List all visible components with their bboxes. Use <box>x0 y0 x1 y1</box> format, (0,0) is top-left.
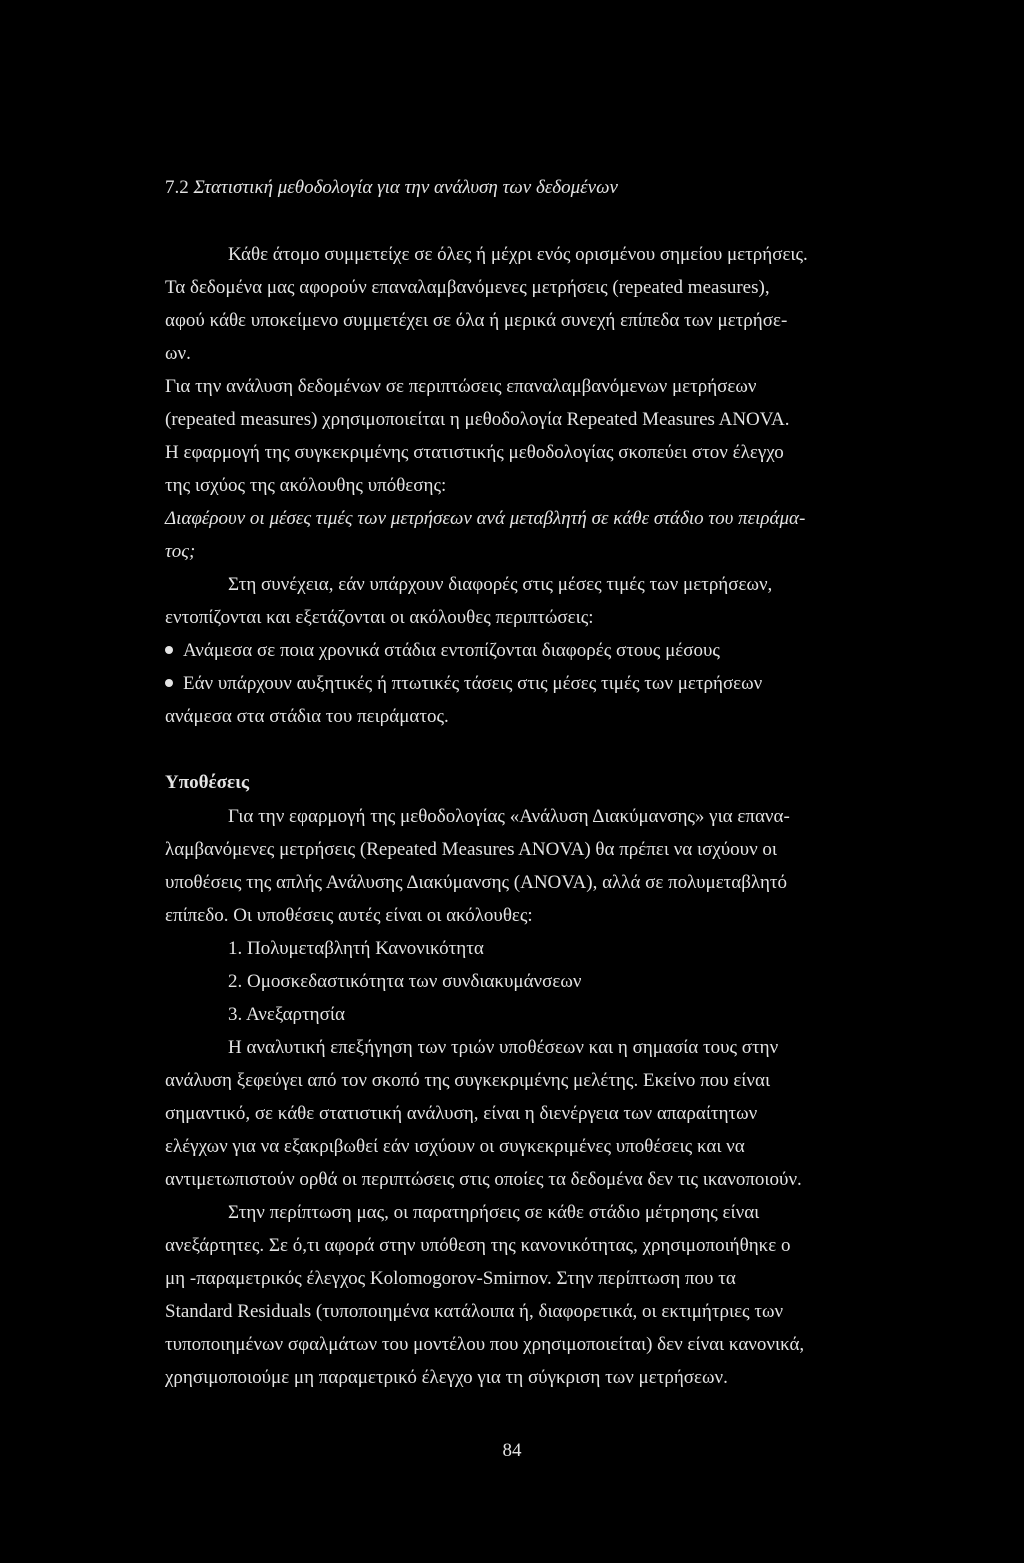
section-title: Στατιστική μεθοδολογία για την ανάλυση των δεδομένων <box>193 177 618 198</box>
text-line: ανάλυση ξεφεύγει από τον σκοπό της συγκεκριμένης μελέτης. Εκείνο που είναι <box>165 1070 771 1091</box>
subheading-text: Υποθέσεις <box>165 772 250 793</box>
text-line: εντοπίζονται και εξετάζονται οι ακόλουθες περιπτώσεις: <box>165 607 594 628</box>
text-line: ελέγχων για να εξακριβωθεί εάν ισχύουν οι συγκεκριμένες υποθέσεις και να <box>165 1136 745 1157</box>
list-item <box>165 673 762 695</box>
text-line: ων. <box>165 343 191 364</box>
text-line: μη -παραμετρικός έλεγχος Kolomogorov-Smirnov. Στην περίπτωση που τα <box>165 1268 736 1289</box>
section-number: 7.2 <box>165 177 189 198</box>
text-line: Η αναλυτική επεξήγηση των τριών υποθέσεων και η σημασία τους στην <box>228 1037 779 1058</box>
bullet-icon <box>165 679 173 687</box>
text-line: Η εφαρμογή της συγκεκριμένης στατιστικής μεθοδολογίας σκοπεύει στον έλεγχο <box>165 442 784 463</box>
text-line: Κάθε άτομο συμμετείχε σε όλες ή μέχρι ενός ορισμένου σημείου μετρήσεις. <box>228 244 808 265</box>
text-line: αφού κάθε υποκείμενο συμμετέχει σε όλα ή μερικά συνεχή επίπεδα των μετρήσε- <box>165 310 788 331</box>
text-line: Standard Residuals (τυποποιημένα κατάλοιπα ή, διαφορετικά, οι εκτιμήτριες των <box>165 1301 784 1322</box>
text-line: επίπεδο. Οι υποθέσεις αυτές είναι οι ακόλουθες: <box>165 905 533 926</box>
text-line: τυποποιημένων σφαλμάτων του μοντέλου που χρησιμοποιείται) δεν είναι κανονικά, <box>165 1334 805 1355</box>
text-line: Στην περίπτωση μας, οι παρατηρήσεις σε κάθε στάδιο μέτρησης είναι <box>228 1202 760 1223</box>
text-line: χρησιμοποιούμε μη παραμετρικό έλεγχο για τη σύγκριση των μετρήσεων. <box>165 1367 728 1388</box>
list-item <box>165 640 720 662</box>
bullet-icon <box>165 646 173 654</box>
text-line: Τα δεδομένα μας αφορούν επαναλαμβανόμενες μετρήσεις (repeated measures), <box>165 277 770 298</box>
text-line: Για την εφαρμογή της μεθοδολογίας «Ανάλυση Διακύμανσης» για επανα- <box>228 806 790 827</box>
page-number: 84 <box>502 1440 522 1461</box>
list-item: 3. Ανεξαρτησία <box>228 1004 345 1025</box>
text-line: τος; <box>165 541 196 562</box>
text-line: λαμβανόμενες μετρήσεις (Repeated Measures ANOVA) θα πρέπει να ισχύουν οι <box>165 839 778 860</box>
list-item: 2. Ομοσκεδαστικότητα των συνδιακυμάνσεων <box>228 971 582 992</box>
text-line: (repeated measures) χρησιμοποιείται η μεθοδολογία Repeated Measures ANOVA. <box>165 409 790 430</box>
list-item-text: Εάν υπάρχουν αυξητικές ή πτωτικές τάσεις στις μέσες τιμές των μετρήσεων <box>183 673 763 694</box>
list-item: 1. Πολυμεταβλητή Κανονικότητα <box>228 938 484 959</box>
list-item-text: Ανάμεσα σε ποια χρονικά στάδια εντοπίζονται διαφορές στους μέσους <box>183 640 720 661</box>
text-line: σημαντικό, σε κάθε στατιστική ανάλυση, είναι η διενέργεια των απαραίτητων <box>165 1103 758 1124</box>
text-line: της ισχύος της ακόλουθης υπόθεσης: <box>165 475 447 496</box>
text-line: ανεξάρτητες. Σε ό,τι αφορά στην υπόθεση της κανονικότητας, χρησιμοποιήθηκε ο <box>165 1235 791 1256</box>
text-line: Για την ανάλυση δεδομένων σε περιπτώσεις επαναλαμβανόμενων μετρήσεων <box>165 376 757 397</box>
text-line: Στη συνέχεια, εάν υπάρχουν διαφορές στις μέσες τιμές των μετρήσεων, <box>228 574 773 595</box>
text-line: ανάμεσα στα στάδια του πειράματος. <box>165 706 449 727</box>
text-line: αντιμετωπιστούν ορθά οι περιπτώσεις στις οποίες τα δεδομένα δεν τις ικανοποιούν. <box>165 1169 802 1190</box>
text-line: υποθέσεις της απλής Ανάλυσης Διακύμανσης (ANOVA), αλλά σε πολυμεταβλητό <box>165 872 788 893</box>
text-line: Διαφέρουν οι μέσες τιμές των μετρήσεων ανά μεταβλητή σε κάθε στάδιο του πειράμα- <box>165 508 806 529</box>
